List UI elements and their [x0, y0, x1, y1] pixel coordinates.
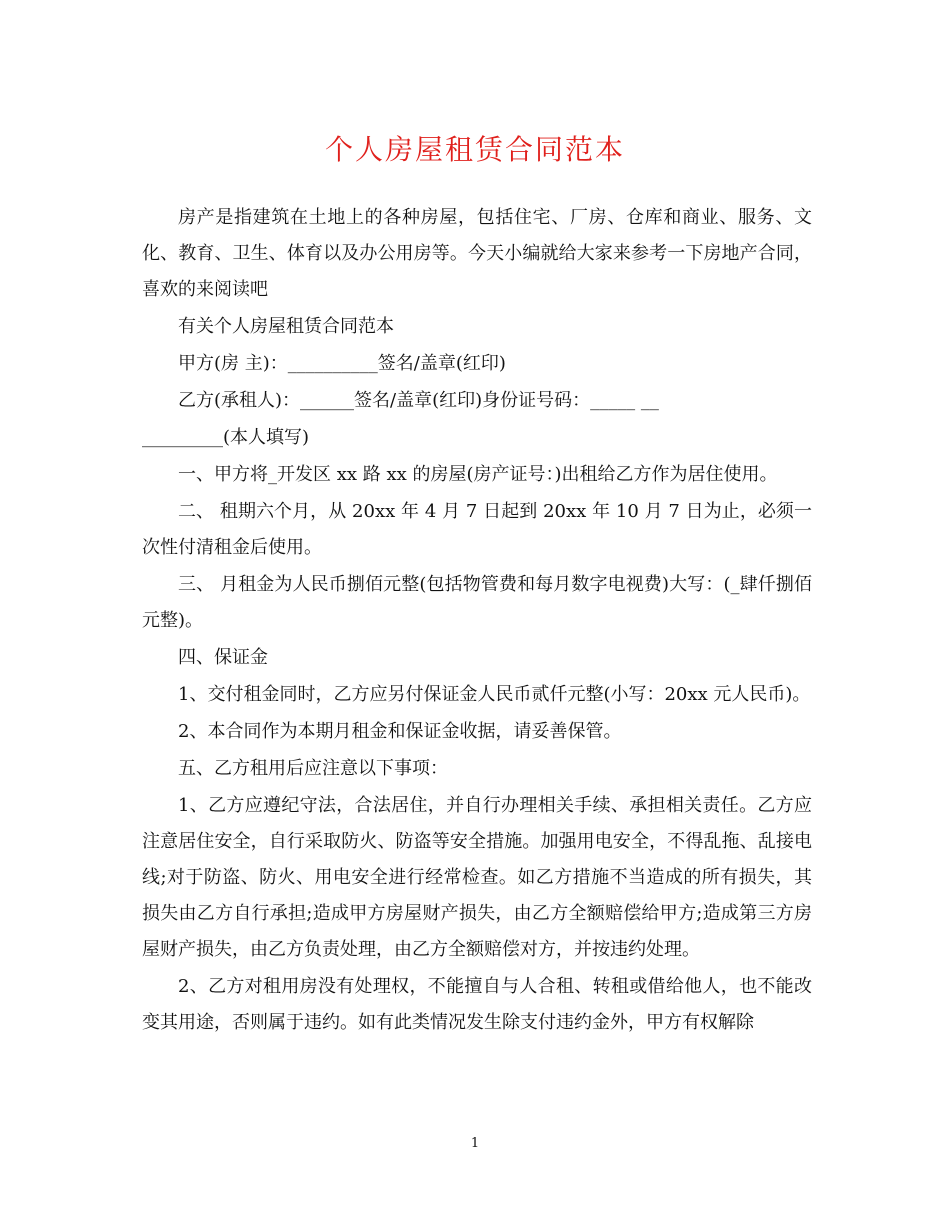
intro-paragraph: 房产是指建筑在土地上的各种房屋，包括住宅、厂房、仓库和商业、服务、文化、教育、卫生、体育以及办公用房等。今天小编就给大家来参考一下房地产合同，喜欢的来阅读吧 — [142, 207, 812, 300]
clause-1: 一、甲方将_开发区 xx 路 xx 的房屋(房产证号：)出租给乙方作为居住使用。 — [178, 464, 778, 485]
page-number: 1 — [470, 1136, 480, 1151]
party-a-line: 甲方(房 主)：__________签名/盖章(红印) — [178, 353, 506, 374]
party-b-continuation: _________(本人填写) — [142, 427, 310, 448]
clause-4-item-1: 1、交付租金同时，乙方应另付保证金人民币贰仟元整(小写：20xx 元人民币)。 — [178, 684, 811, 705]
clause-5-item-2: 2、乙方对租用房没有处理权，不能擅自与人合租、转租或借给他人，也不能改变其用途，否则属于违约。如有此类情况发生除支付违约金外，甲方有权解除 — [142, 976, 812, 1033]
document-title: 个人房屋租赁合同范本 — [324, 133, 625, 166]
party-b-line: 乙方(承租人)：______签名/盖章(红印)身份证号码：_____ __ — [178, 390, 659, 411]
clause-3: 三、 月租金为人民币捌佰元整(包括物管费和每月数字电视费)大写：(_肆仟捌佰元整)。 — [142, 574, 812, 631]
clause-4-heading: 四、保证金 — [178, 647, 268, 668]
clause-2: 二、 租期六个月，从 20xx 年 4 月 7 日起到 20xx 年 10 月 7 日为止，必须一次性付清租金后使用。 — [142, 501, 812, 558]
clause-5-item-1: 1、乙方应遵纪守法，合法居住，并自行办理相关手续、承担相关责任。乙方应注意居住安全，自行采取防火、防盗等安全措施。加强用电安全，不得乱拖、乱接电线;对于防盗、防火、用电安全进行经常检查。如乙方措施不当造成的所有损失，其损失由乙方自行承担;造成甲方房屋财产损失，由乙方全额赔偿给甲方;造成第三方房屋财产损失，由乙方负责处理，由乙方全额赔偿对方，并按违约处理。 — [142, 795, 813, 960]
contract-heading: 有关个人房屋租赁合同范本 — [178, 316, 394, 337]
clause-4-item-2: 2、本合同作为本期月租金和保证金收据，请妥善保管。 — [178, 721, 622, 742]
document-body — [142, 200, 812, 1042]
clause-5-heading: 五、乙方租用后应注意以下事项： — [178, 758, 448, 779]
